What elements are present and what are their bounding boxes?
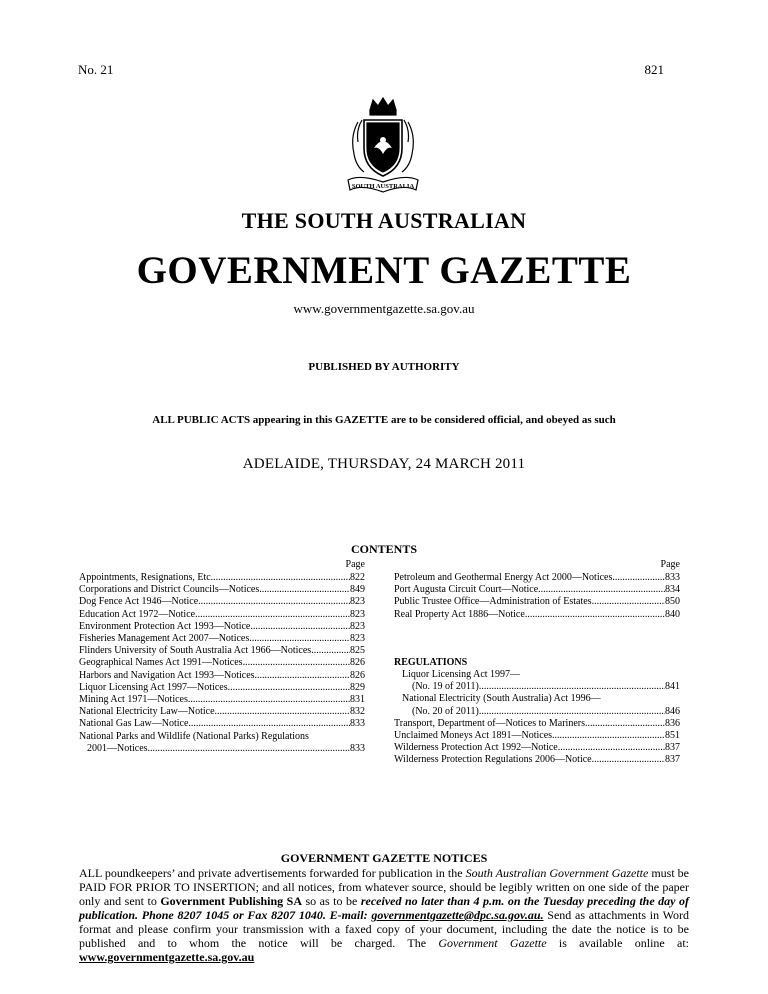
contents-row: Harbors and Navigation Act 1993—Notices ..... 826 — [79, 670, 365, 682]
issue-number: No. 21 — [78, 62, 114, 77]
email-link[interactable]: governmentgazette@dpc.sa.gov.au. — [371, 908, 544, 922]
contents-row: National Electricity (South Australia) Act 1996— — [402, 693, 601, 705]
contents-right-column — [394, 559, 680, 767]
contents-heading: CONTENTS — [350, 542, 418, 556]
public-acts-notice: ALL PUBLIC ACTS appearing in this GAZETTE are to be considered official, and obeyed as such — [152, 414, 616, 426]
contents-row: Wilderness Protection Act 1992—Notice ..... 837 — [394, 742, 680, 754]
contents-row: Corporations and District Councils—Notices ..... 849 — [79, 584, 365, 596]
page-column-header: Page — [345, 559, 365, 570]
contents-row: Flinders University of South Australia Act 1966—Notices ..... 825 — [79, 645, 365, 657]
contents-row: Port Augusta Circuit Court—Notice ..... 834 — [394, 584, 680, 596]
notices-heading: GOVERNMENT GAZETTE NOTICES — [280, 851, 488, 865]
contents-row: Appointments, Resignations, Etc. ..... 822 — [79, 572, 365, 584]
contents-row: Geographical Names Act 1991—Notices ..... 826 — [79, 657, 365, 669]
contents-row: National Parks and Wildlife (National Parks) Regulations — [79, 730, 309, 742]
online-url-link[interactable]: www.governmentgazette.sa.gov.au — [79, 950, 255, 964]
contents-row: 2001—Notices ..... 833 — [79, 743, 365, 755]
masthead-line1: THE SOUTH AUSTRALIAN — [241, 208, 527, 233]
contents-row: Wilderness Protection Regulations 2006—Notice ..... 837 — [394, 754, 680, 766]
crest-scroll-text: SOUTH AUSTRALIA — [351, 183, 415, 190]
contents-row: Dog Fence Act 1946—Notice ..... 823 — [79, 596, 365, 608]
contents-row: Fisheries Management Act 2007—Notices ..... 823 — [79, 633, 365, 645]
contents-left-column — [79, 559, 365, 755]
masthead-title: GOVERNMENT GAZETTE — [136, 249, 632, 292]
contents-row: National Gas Law—Notice ..... 833 — [79, 718, 365, 730]
contents-row: Liquor Licensing Act 1997—Notices ..... 829 — [79, 682, 365, 694]
notices-body: ALL poundkeepers’ and private advertisements forwarded for publication in the South Australian Government Gazette must be PAID FOR PRIOR TO INSERTION; and all notices, from whatever source, should be legibly written on one side of the paper only and sent to Government Publishing SA so as to be received no later than 4 p.m. on the Tuesday preceding the day of publication. Phone 8207 1045 or Fax 8207 1040. E-mail: governmentgazette@dpc.sa.gov.au. Send as attachments in Word format and please confirm your transmission with a faxed copy of your document, including the date the notice is to be published and to whom the notice will be charged. The Government Gazette is available online at: www.governmentgazette.sa.gov.au — [79, 866, 690, 964]
contents-row: Transport, Department of—Notices to Mariners ..... 836 — [394, 718, 680, 730]
dateline: ADELAIDE, THURSDAY, 24 MARCH 2011 — [242, 456, 526, 472]
contents-row: Petroleum and Geothermal Energy Act 2000—Notices ..... 833 — [394, 572, 680, 584]
contents-row: Education Act 1972—Notice ..... 823 — [79, 609, 365, 621]
contents-row: Real Property Act 1886—Notice ..... 840 — [394, 609, 680, 621]
coat-of-arms-icon — [340, 96, 426, 200]
page-number: 821 — [644, 62, 664, 77]
masthead-website[interactable]: www.governmentgazette.sa.gov.au — [293, 301, 475, 316]
contents-row: (No. 19 of 2011) ..... 841 — [394, 681, 680, 693]
contents-row: Unclaimed Moneys Act 1891—Notices ..... 851 — [394, 730, 680, 742]
regulations-heading: REGULATIONS — [394, 656, 468, 668]
contents-row: Mining Act 1971—Notices ..... 831 — [79, 694, 365, 706]
contents-row: Environment Protection Act 1993—Notice ..... 823 — [79, 621, 365, 633]
page-column-header: Page — [660, 559, 680, 570]
contents-row: Public Trustee Office—Administration of Estates ..... 850 — [394, 596, 680, 608]
contents-row: National Electricity Law—Notice ..... 832 — [79, 706, 365, 718]
published-by-authority: PUBLISHED BY AUTHORITY — [308, 361, 460, 373]
contents-row: Liquor Licensing Act 1997— — [402, 669, 521, 681]
contents-row: (No. 20 of 2011) ..... 846 — [394, 706, 680, 718]
